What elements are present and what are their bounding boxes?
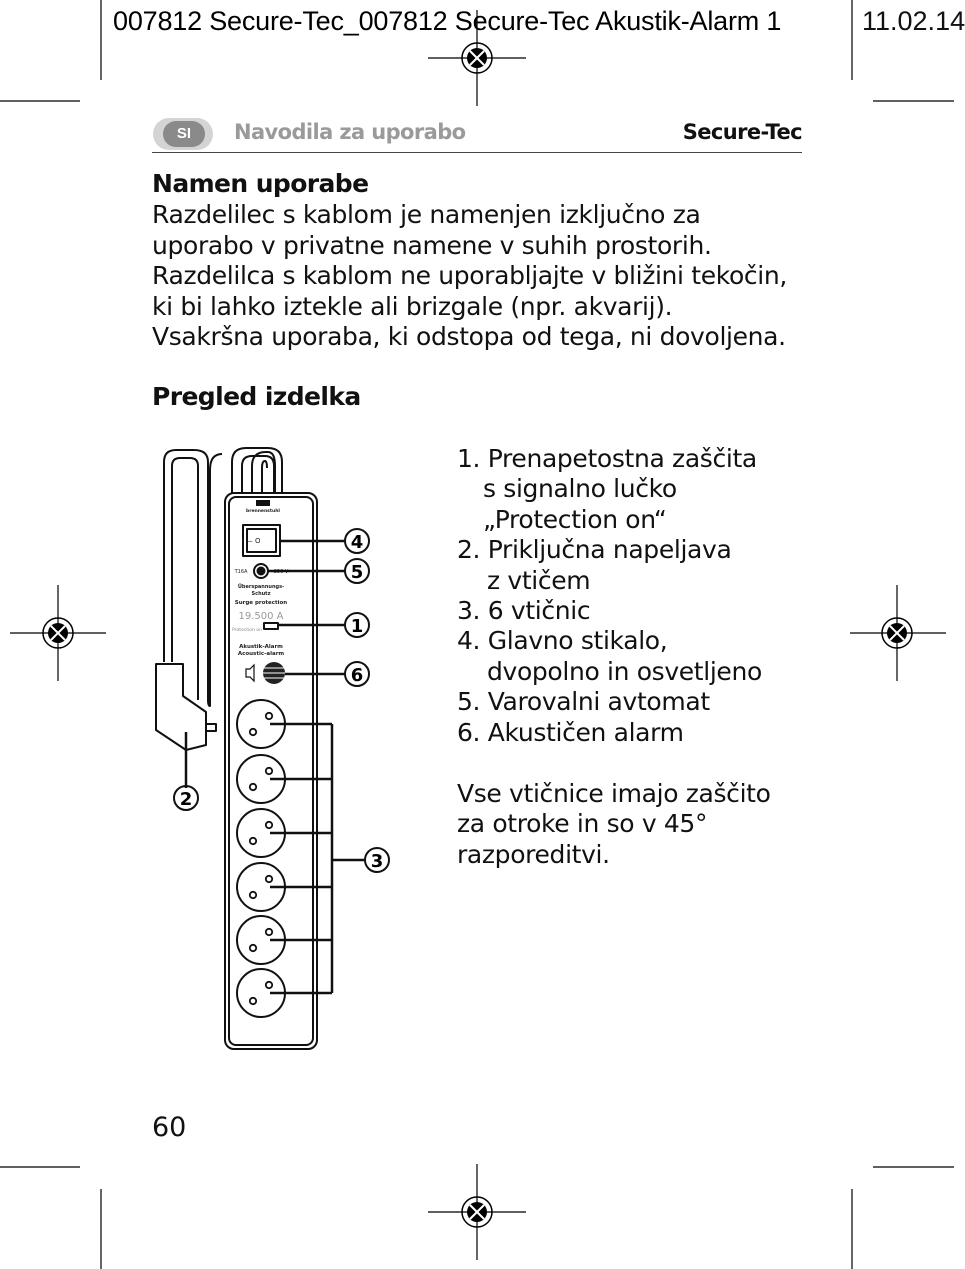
switch-symbol: I — O xyxy=(241,537,261,545)
safety-note xyxy=(457,779,771,870)
text-line: uporabo v privatne namene v suhih prostorih. xyxy=(152,230,712,260)
registration-mark-top xyxy=(428,10,526,106)
alarm-de-label: Akustik-Alarm xyxy=(239,644,283,650)
callout-leaders xyxy=(186,541,365,993)
intended-use-heading: Namen uporabe xyxy=(152,169,369,198)
list-item: 5. Varovalni avtomat xyxy=(457,687,710,717)
callout-6: 6 xyxy=(350,665,364,686)
callout-5: 5 xyxy=(350,562,364,583)
callout-1: 1 xyxy=(350,616,364,637)
manual-title: Navodila za uporabo xyxy=(234,120,466,144)
overview-heading: Pregled izdelka xyxy=(152,382,361,411)
registration-mark-left xyxy=(10,585,106,681)
callout-3: 3 xyxy=(370,851,384,872)
alarm-en-label: Acoustic-alarm xyxy=(237,651,285,657)
text-line: Vse vtičnice imajo zaščito xyxy=(457,779,771,808)
list-item: 1. Prenapetostna zaščita xyxy=(457,444,757,473)
device-brand: brennenstuhl xyxy=(246,509,280,514)
text-line: razporeditvi. xyxy=(457,839,610,869)
list-item: 3. 6 vtičnic xyxy=(457,596,591,626)
list-item-cont: „Protection on“ xyxy=(483,504,667,534)
brand-name: Secure-Tec xyxy=(682,120,802,144)
intended-use-text xyxy=(152,200,832,353)
voltage-label: 250 V xyxy=(273,569,289,575)
protection-label: Protection on xyxy=(232,628,262,633)
text-line: ki bi lahko iztekle ali brizgale (npr. akvarij). xyxy=(152,291,673,321)
parts-list xyxy=(457,444,762,748)
list-item-cont: dvopolno in osvetljeno xyxy=(487,656,762,686)
callout-4: 4 xyxy=(350,532,364,553)
text-line: Vsakršna uporaba, ki odstopa od tega, ni dovoljena. xyxy=(152,322,786,351)
registration-mark-right xyxy=(850,585,946,681)
surge-de2-label: Schutz xyxy=(251,591,271,597)
text-line: za otroke in so v 45° xyxy=(457,809,708,839)
header-rule xyxy=(152,152,802,153)
registration-mark-bottom xyxy=(428,1164,526,1260)
language-badge: SI xyxy=(153,118,213,150)
callout-2: 2 xyxy=(179,789,193,810)
text-line: Razdelilca s kablom ne uporabljajte v bližini tekočin, xyxy=(152,261,787,290)
printer-slug: 007812 Secure-Tec_007812 Secure-Tec Akustik-Alarm 1 xyxy=(113,6,782,36)
list-item-cont: s signalno lučko xyxy=(483,474,677,504)
surge-de-label: Überspannungs- xyxy=(237,584,285,590)
printer-slug-date: 11.02.14 xyxy=(862,6,965,36)
text-line: Razdelilec s kablom je namenjen izključno za xyxy=(152,200,701,229)
fuse-label: T16A xyxy=(234,569,248,575)
rating-label: 19.500 A xyxy=(238,611,284,622)
sockets xyxy=(237,700,285,1017)
surge-en-label: Surge protection xyxy=(234,600,288,606)
list-item: 2. Priključna napeljava xyxy=(457,535,732,565)
list-item: 6. Akustičen alarm xyxy=(457,717,684,747)
list-item: 4. Glavno stikalo, xyxy=(457,626,668,656)
alarm-speaker xyxy=(246,662,285,684)
page-number: 60 xyxy=(152,1112,187,1143)
power-strip-illustration xyxy=(150,440,400,1055)
list-item-cont: z vtičem xyxy=(487,565,591,595)
